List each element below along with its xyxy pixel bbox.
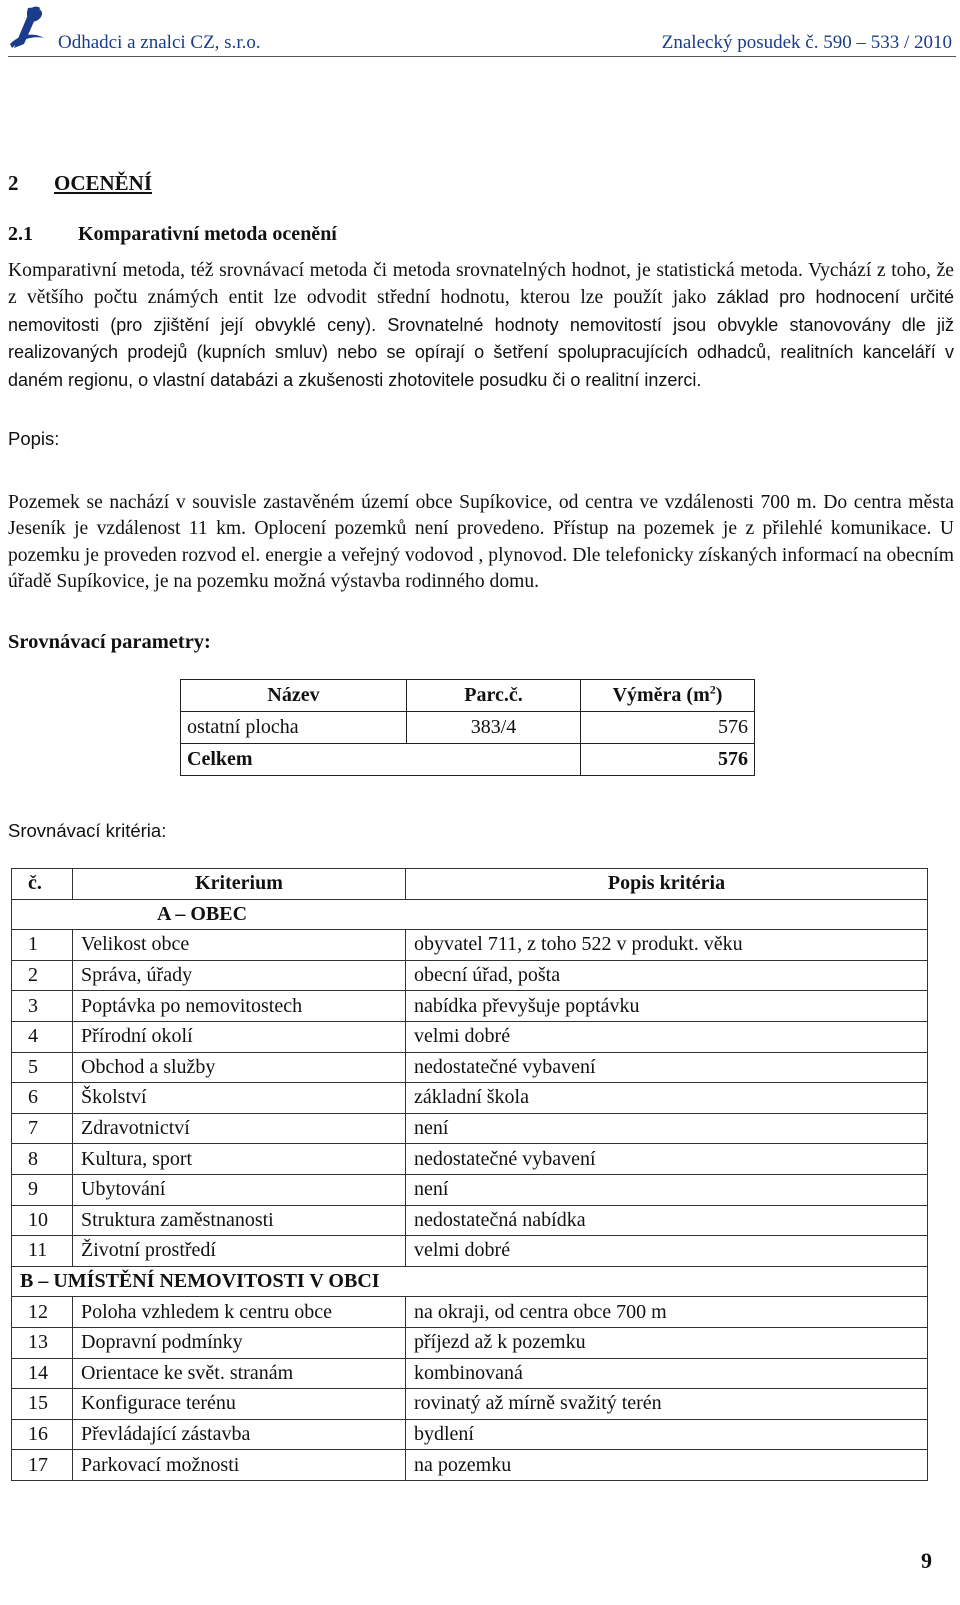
cell-criterion: Přírodní okolí bbox=[73, 1021, 406, 1052]
table-row bbox=[12, 1021, 928, 1052]
subsection-heading bbox=[8, 223, 337, 246]
cell-criterion: Velikost obce bbox=[73, 930, 406, 961]
section-heading bbox=[8, 171, 152, 196]
intro-text-2: základ pro hodnocení určité nemovitosti (pro zjištění její obvyklé ceny). bbox=[8, 287, 954, 335]
table-header-row bbox=[181, 680, 755, 712]
total-label: Celkem bbox=[181, 744, 581, 776]
table-row bbox=[181, 712, 755, 744]
cell-number: 17 bbox=[12, 1450, 73, 1481]
cell-number: 16 bbox=[12, 1419, 73, 1450]
header-company: Odhadci a znalci CZ, s.r.o. bbox=[58, 32, 261, 53]
cell-criterion: Struktura zaměstnanosti bbox=[73, 1205, 406, 1236]
description-paragraph: Pozemek se nachází v souvisle zastavěném území obce Supíkovice, od centra ve vzdálenosti 700 m. Do centra města Jeseník je vzdálenost 11 km. Oplocení pozemků není provedeno. Přístup na pozemek je z přilehlé komunikace. U pozemku je proveden rozvod el. energie a veřejný vodovod , plynovod. Dle telefonicky získaných informací na obecním úřadě Supíkovice, je na pozemku možná výstavba rodinného domu. bbox=[8, 492, 954, 593]
company-logo-icon bbox=[8, 4, 48, 52]
table-row bbox=[12, 960, 928, 991]
cell-description: základní škola bbox=[406, 1083, 928, 1114]
cell-description: nedostatečná nabídka bbox=[406, 1205, 928, 1236]
table-row bbox=[12, 1297, 928, 1328]
cell-criterion: Školství bbox=[73, 1083, 406, 1114]
cell-criterion: Zdravotnictví bbox=[73, 1113, 406, 1144]
criteria-table bbox=[11, 868, 928, 1481]
table-row bbox=[12, 1419, 928, 1450]
cell-description: rovinatý až mírně svažitý terén bbox=[406, 1389, 928, 1420]
header-criterion: Kriterium bbox=[73, 869, 406, 900]
header-number: č. bbox=[12, 869, 73, 900]
cell-description: obyvatel 711, z toho 522 v produkt. věku bbox=[406, 930, 928, 961]
header-area: Výměra $(m^2)$ bbox=[581, 680, 755, 712]
table-header-row bbox=[12, 869, 928, 900]
cell-number: 1 bbox=[12, 930, 73, 961]
table-row bbox=[12, 1113, 928, 1144]
section-row-a bbox=[12, 899, 928, 930]
table-row bbox=[12, 1450, 928, 1481]
cell-number: 13 bbox=[12, 1327, 73, 1358]
cell-number: 12 bbox=[12, 1297, 73, 1328]
subsection-title: Komparativní metoda ocenění bbox=[78, 223, 337, 245]
table-row bbox=[12, 1236, 928, 1267]
table-row bbox=[12, 991, 928, 1022]
total-area: 576 bbox=[581, 744, 755, 776]
cell-description: velmi dobré bbox=[406, 1021, 928, 1052]
cell-number: 15 bbox=[12, 1389, 73, 1420]
cell-description: není bbox=[406, 1174, 928, 1205]
cell-description: obecní úřad, pošta bbox=[406, 960, 928, 991]
cell-description: příjezd až k pozemku bbox=[406, 1327, 928, 1358]
table-row bbox=[12, 1174, 928, 1205]
section-title: OCENĚNÍ bbox=[54, 171, 153, 195]
cell-number: 10 bbox=[12, 1205, 73, 1236]
table-row bbox=[12, 1205, 928, 1236]
table-total-row bbox=[181, 744, 755, 776]
section-b-title: B – UMÍSTĚNÍ NEMOVITOSTI V OBCI bbox=[12, 1266, 928, 1297]
cell-name: ostatní plocha bbox=[181, 712, 407, 744]
cell-number: 7 bbox=[12, 1113, 73, 1144]
cell-criterion: Obchod a služby bbox=[73, 1052, 406, 1083]
intro-paragraph bbox=[8, 258, 954, 394]
cell-criterion: Převládající zástavba bbox=[73, 1419, 406, 1450]
cell-criterion: Poptávka po nemovitostech bbox=[73, 991, 406, 1022]
intro-text-3: Srovnatelné hodnoty nemovitostí jsou obvykle stanovovány dle již realizovaných prodejů (kupních smluv) nebo se opírají o šetření spolupracujících odhadců, realitních kanceláří v daném regionu, o vlastní databázi a zkušenosti zhotovitele posudku či o realitní inzerci. bbox=[8, 314, 954, 390]
cell-criterion: Ubytování bbox=[73, 1174, 406, 1205]
criteria-label: Srovnávací kritéria: bbox=[8, 820, 167, 841]
cell-number: 11 bbox=[12, 1236, 73, 1267]
section-a-title: A – OBEC bbox=[12, 899, 928, 930]
cell-criterion: Životní prostředí bbox=[73, 1236, 406, 1267]
cell-criterion: Dopravní podmínky bbox=[73, 1327, 406, 1358]
cell-description: na okraji, od centra obce 700 m bbox=[406, 1297, 928, 1328]
cell-number: 6 bbox=[12, 1083, 73, 1114]
parameters-label: Srovnávací parametry: bbox=[8, 631, 211, 653]
intro-text-1: Komparativní metoda, též srovnávací metoda či metoda srovnatelných hodnot, je statistická metoda. Vychází z toho, že z většího počtu známých entit lze odvodit střední hodnotu, kterou lze použít jako bbox=[8, 260, 954, 309]
cell-description: nedostatečné vybavení bbox=[406, 1052, 928, 1083]
table-row bbox=[12, 1144, 928, 1175]
cell-number: 9 bbox=[12, 1174, 73, 1205]
cell-criterion: Parkovací možnosti bbox=[73, 1450, 406, 1481]
cell-criterion: Kultura, sport bbox=[73, 1144, 406, 1175]
cell-parcel: 383/4 bbox=[407, 712, 581, 744]
cell-criterion: Orientace ke svět. stranám bbox=[73, 1358, 406, 1389]
cell-number: 8 bbox=[12, 1144, 73, 1175]
page-number: 9 bbox=[921, 1548, 932, 1573]
cell-number: 14 bbox=[12, 1358, 73, 1389]
description-label: Popis: bbox=[8, 428, 60, 449]
cell-area: 576 bbox=[581, 712, 755, 744]
table-row bbox=[12, 1358, 928, 1389]
table-row bbox=[12, 1327, 928, 1358]
cell-description: velmi dobré bbox=[406, 1236, 928, 1267]
table-row bbox=[12, 1083, 928, 1114]
page-header bbox=[8, 4, 956, 57]
cell-number: 4 bbox=[12, 1021, 73, 1052]
section-row-b bbox=[12, 1266, 928, 1297]
cell-description: nabídka převyšuje poptávku bbox=[406, 991, 928, 1022]
cell-criterion: Konfigurace terénu bbox=[73, 1389, 406, 1420]
cell-number: 2 bbox=[12, 960, 73, 991]
cell-criterion: Poloha vzhledem k centru obce bbox=[73, 1297, 406, 1328]
cell-description: nedostatečné vybavení bbox=[406, 1144, 928, 1175]
table-row bbox=[12, 930, 928, 961]
header-name: Název bbox=[181, 680, 407, 712]
table-row bbox=[12, 1052, 928, 1083]
cell-description: není bbox=[406, 1113, 928, 1144]
cell-number: 5 bbox=[12, 1052, 73, 1083]
parameters-table bbox=[180, 679, 755, 776]
cell-number: 3 bbox=[12, 991, 73, 1022]
header-description: Popis kritéria bbox=[406, 869, 928, 900]
cell-description: bydlení bbox=[406, 1419, 928, 1450]
header-parcel: Parc.č. bbox=[407, 680, 581, 712]
cell-description: na pozemku bbox=[406, 1450, 928, 1481]
header-report-number: Znalecký posudek č. 590 – 533 / 2010 bbox=[661, 32, 952, 53]
subsection-number: 2.1 bbox=[8, 223, 33, 245]
cell-criterion: Správa, úřady bbox=[73, 960, 406, 991]
section-number: 2 bbox=[8, 171, 19, 195]
cell-description: kombinovaná bbox=[406, 1358, 928, 1389]
table-row bbox=[12, 1389, 928, 1420]
